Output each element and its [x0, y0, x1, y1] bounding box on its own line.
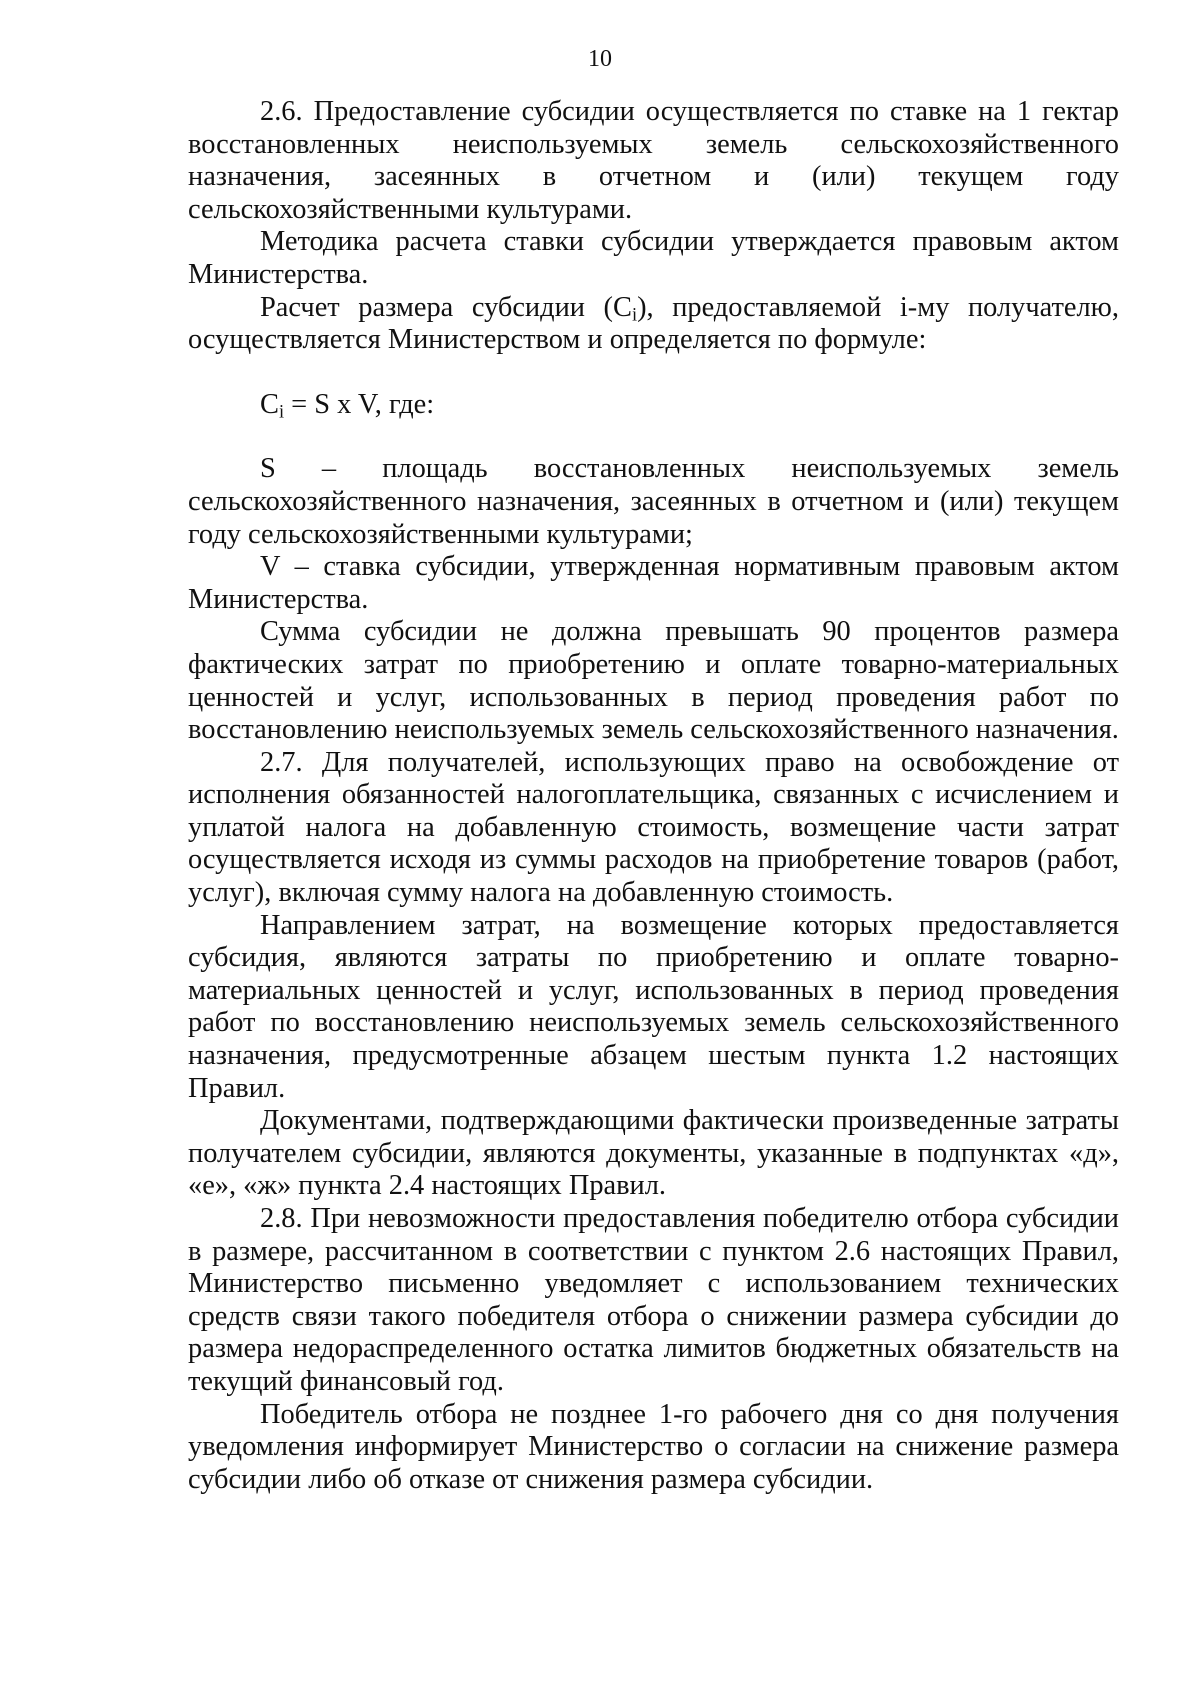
calculation-subscript: i — [631, 304, 638, 325]
paragraph-v-definition: V – ставка субсидии, утвержденная нормативным правовым актом Министерства. — [188, 551, 1119, 615]
paragraph-2-6: 2.6. Предоставление субсидии осуществляется по ставке на 1 гектар восстановленных неиспользуемых земель сельскохозяйственного назначения, засеянных в отчетном и (или) текущем году сельскохозяйственными культурами. — [188, 96, 1119, 225]
subsidy-formula — [188, 389, 1119, 422]
page-number: 10 — [588, 46, 612, 72]
formula-variable-c: C — [260, 388, 279, 420]
paragraph-s-definition: S – площадь восстановленных неиспользуемых земель сельскохозяйственного назначения, засеянных в отчетном и (или) текущем году сельскохозяйственными культурами; — [188, 453, 1119, 550]
paragraph-2-7: 2.7. Для получателей, использующих право на освобождение от исполнения обязанностей налогоплательщика, связанных с исчислением и уплатой налога на добавленную стоимость, возмещение части затрат осуществляется исходя из суммы расходов на приобретение товаров (работ, услуг), включая сумму налога на добавленную стоимость. — [188, 746, 1119, 909]
calculation-text-end: ), предоставляемой i-му получателю, осуществляется Министерством и определяется по формуле: — [188, 291, 1119, 356]
calculation-text-start: Расчет размера субсидии (C — [260, 291, 632, 323]
document-body — [188, 96, 1119, 1496]
paragraph-documents: Документами, подтверждающими фактически произведенные затраты получателем субсидии, являются документы, указанные в подпунктах «д», «е», «ж» пункта 2.4 настоящих Правил. — [188, 1105, 1119, 1202]
paragraph-cost-direction: Направлением затрат, на возмещение которых предоставляется субсидия, являются затраты по приобретению и оплате товарно-материальных ценностей и услуг, использованных в период проведения работ по восстановлению неиспользуемых земель сельскохозяйственного назначения, предусмотренные абзацем шестым пункта 1.2 настоящих Правил. — [188, 909, 1119, 1104]
paragraph-winner-response: Победитель отбора не позднее 1-го рабочего дня со дня получения уведомления информирует Министерство о согласии на снижение размера субсидии либо об отказе от снижения размера субсидии. — [188, 1398, 1119, 1495]
paragraph-methodology: Методика расчета ставки субсидии утверждается правовым актом Министерства. — [188, 226, 1119, 290]
paragraph-subsidy-limit: Сумма субсидии не должна превышать 90 процентов размера фактических затрат по приобретению и оплате товарно-материальных ценностей и услуг, использованных в период проведения работ по восстановлению неиспользуемых земель сельскохозяйственного назначения. — [188, 616, 1119, 746]
paragraph-2-8: 2.8. При невозможности предоставления победителю отбора субсидии в размере, рассчитанном в соответствии с пунктом 2.6 настоящих Правил, Министерство письменно уведомляет с использованием технических средств связи такого победителя отбора о снижении размера субсидии до размера недораспределенного остатка лимитов бюджетных обязательств на текущий финансовый год. — [188, 1203, 1119, 1397]
formula-subscript: i — [278, 401, 285, 422]
formula-expression: = S x V, где: — [284, 388, 435, 420]
paragraph-calculation — [188, 292, 1119, 357]
